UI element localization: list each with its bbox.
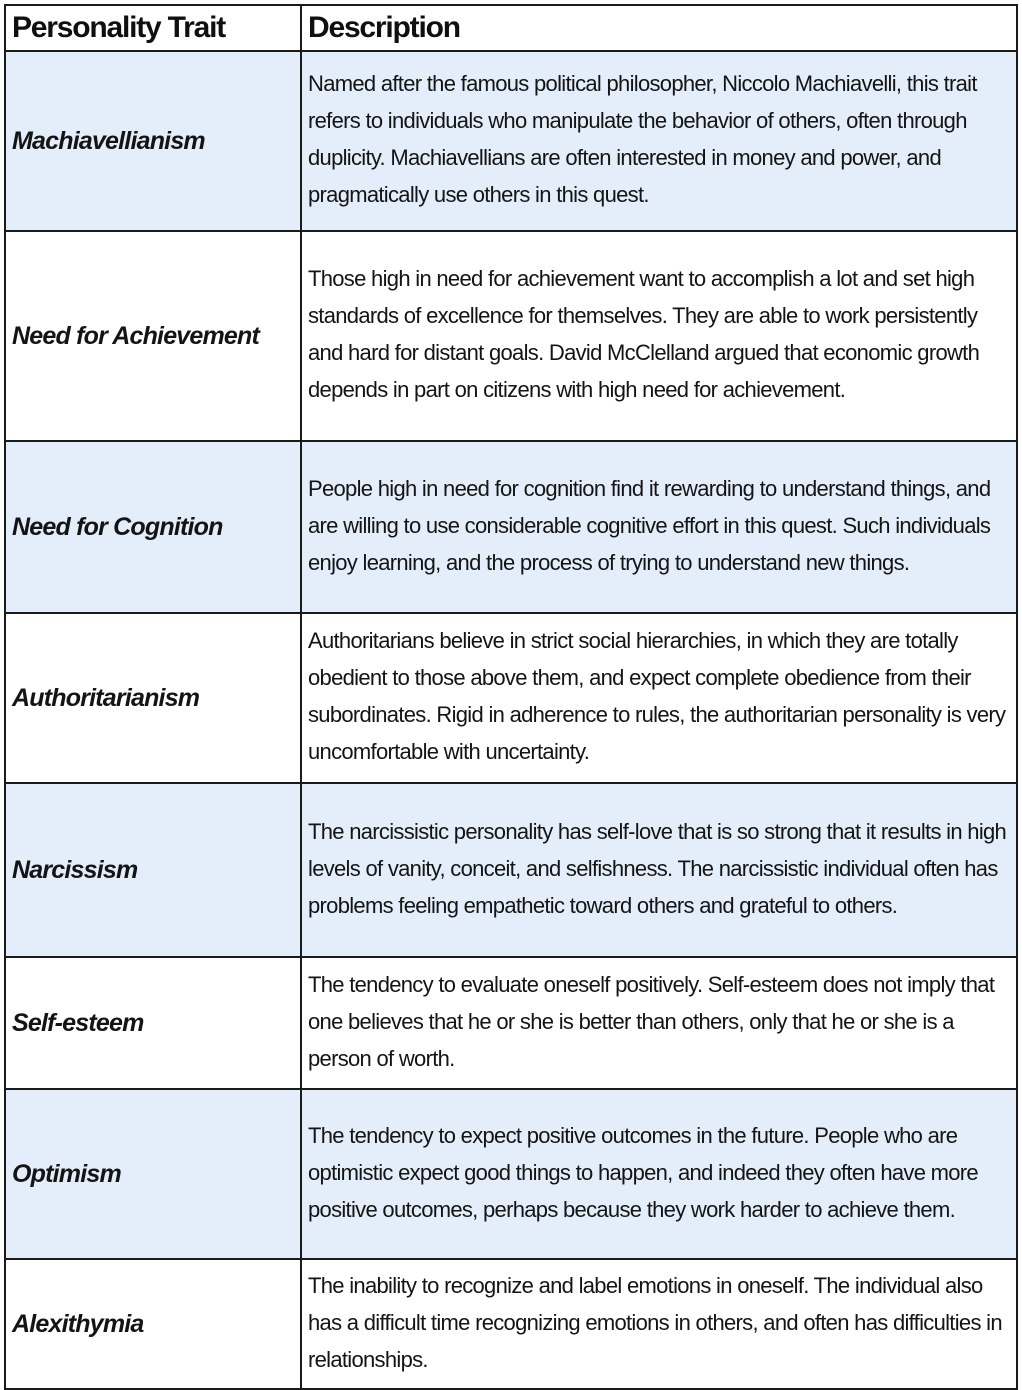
trait-description: Named after the famous political philosopher, Niccolo Machiavelli, this trait refers to individuals who manipulate the behavior of others, often through duplicity. Machiavellians are often interested in money and power, and pragmatically use others in this quest.	[301, 51, 1017, 231]
header-personality-trait: Personality Trait	[5, 5, 301, 51]
trait-name: Self-esteem	[5, 957, 301, 1089]
table-row	[5, 1259, 1017, 1389]
trait-name: Need for Achievement	[5, 231, 301, 441]
personality-traits-table-container	[4, 4, 1016, 1372]
table-row	[5, 1089, 1017, 1259]
trait-description: The tendency to evaluate oneself positively. Self-esteem does not imply that one believes that he or she is better than others, only that he or she is a person of worth.	[301, 957, 1017, 1089]
header-description: Description	[301, 5, 1017, 51]
trait-description: Those high in need for achievement want to accomplish a lot and set high standards of excellence for themselves. They are able to work persistently and hard for distant goals. David McClelland argued that economic growth depends in part on citizens with high need for achievement.	[301, 231, 1017, 441]
trait-description: The narcissistic personality has self-love that is so strong that it results in high levels of vanity, conceit, and selfishness. The narcissistic individual often has problems feeling empathetic toward others and grateful to others.	[301, 783, 1017, 957]
table-row	[5, 441, 1017, 613]
trait-description: People high in need for cognition find it rewarding to understand things, and are willing to use considerable cognitive effort in this quest. Such individuals enjoy learning, and the process of trying to understand new things.	[301, 441, 1017, 613]
trait-name: Need for Cognition	[5, 441, 301, 613]
personality-traits-table	[4, 4, 1018, 1390]
trait-name: Machiavellianism	[5, 51, 301, 231]
trait-name: Alexithymia	[5, 1259, 301, 1389]
table-row	[5, 957, 1017, 1089]
trait-description: The inability to recognize and label emotions in oneself. The individual also has a difficult time recognizing emotions in others, and often has difficulties in relationships.	[301, 1259, 1017, 1389]
table-row	[5, 783, 1017, 957]
trait-name: Optimism	[5, 1089, 301, 1259]
trait-description: Authoritarians believe in strict social hierarchies, in which they are totally obedient to those above them, and expect complete obedience from their subordinates. Rigid in adherence to rules, the authoritarian personality is very uncomfortable with uncertainty.	[301, 613, 1017, 783]
table-header-row	[5, 5, 1017, 51]
table-row	[5, 231, 1017, 441]
table-row	[5, 51, 1017, 231]
table-row	[5, 613, 1017, 783]
trait-name: Narcissism	[5, 783, 301, 957]
trait-name: Authoritarianism	[5, 613, 301, 783]
trait-description: The tendency to expect positive outcomes in the future. People who are optimistic expect good things to happen, and indeed they often have more positive outcomes, perhaps because they work harder to achieve them.	[301, 1089, 1017, 1259]
